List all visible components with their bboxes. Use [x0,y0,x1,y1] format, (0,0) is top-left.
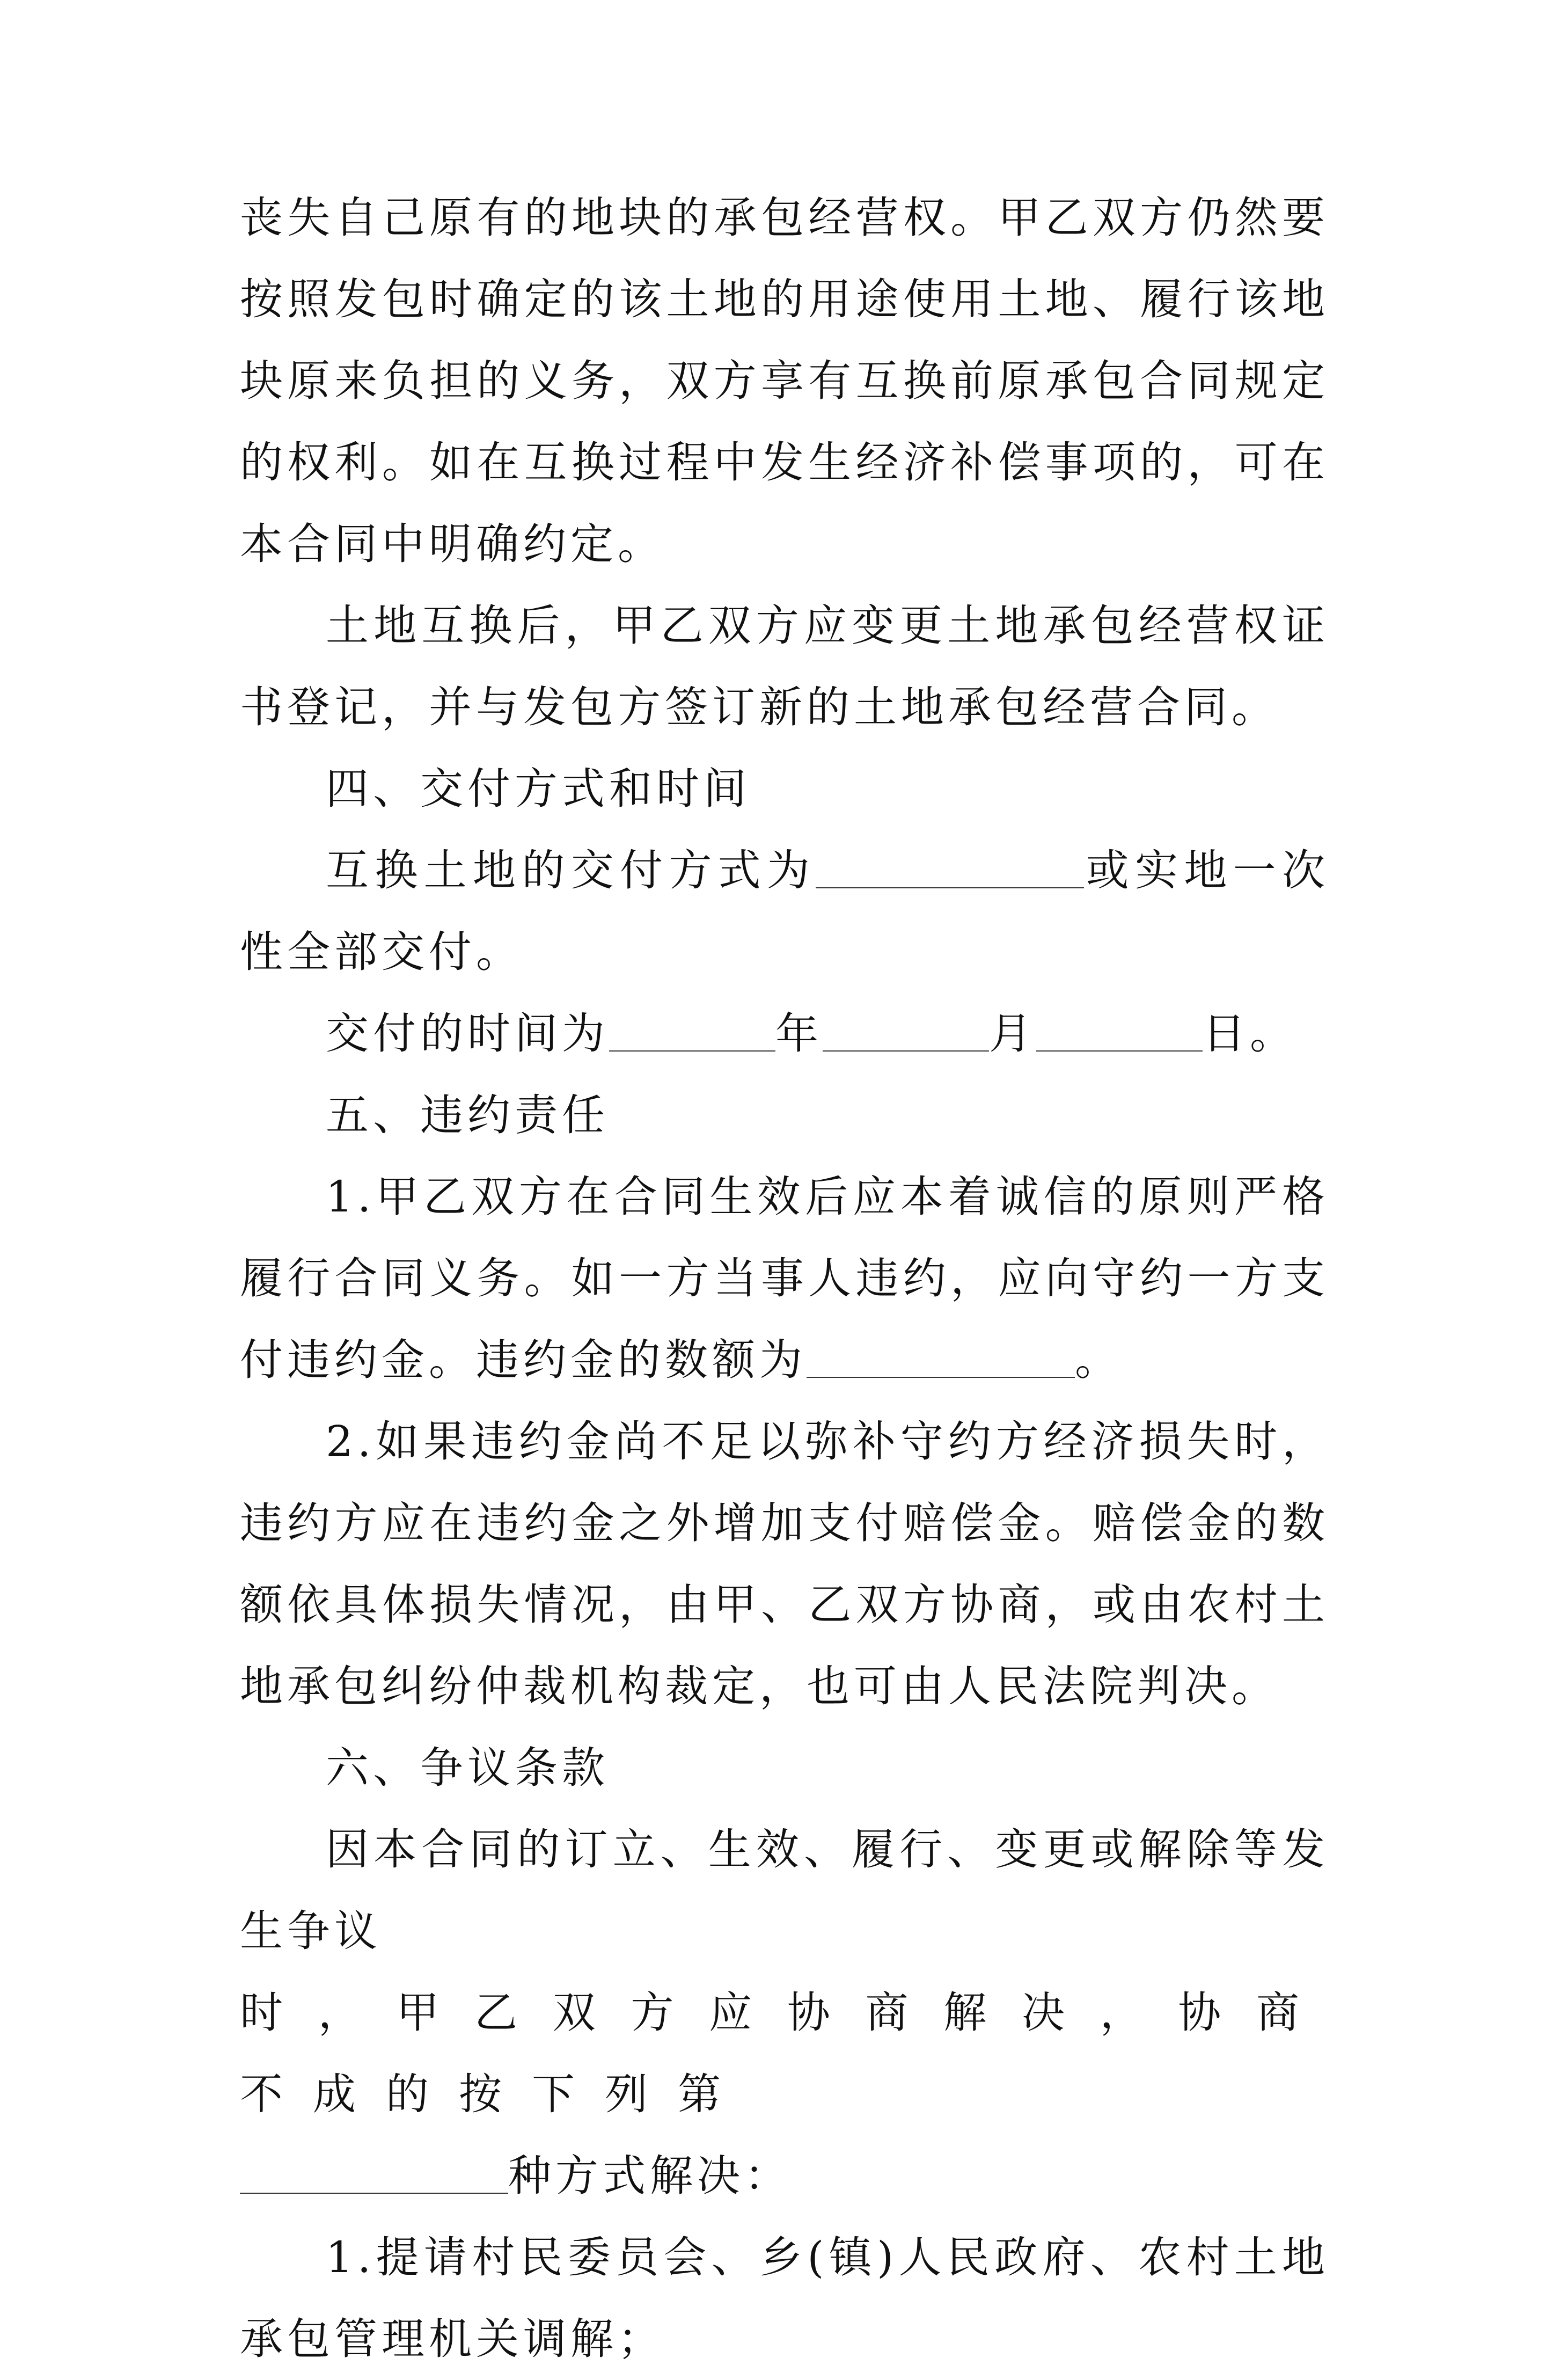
paragraph-delivery-method [240,830,1329,993]
delivery-method-text: 互换土地的交付方式为 [326,845,816,895]
dispute-method-blank [240,2155,508,2194]
heading-delivery: 四、交付方式和时间 [326,764,751,814]
day-blank [1036,1013,1203,1052]
delivery-method-rest: 或实地一次性全部交付。 [240,845,1330,977]
dispute-method-text: 种方式解决： [508,2151,792,2201]
heading-breach: 五、违约责任 [326,1090,609,1140]
paragraph-dispute-line1: 因本合同的订立、生效、履行、变更或解除等发生争议 [240,1824,1329,1956]
month-blank [823,1013,989,1052]
paragraph-mediation: 1.提请村民委员会、乡(镇)人民政府、农村土地承包管理机关调解； [240,2232,1329,2364]
paragraph-dispute-line3 [240,2135,1329,2217]
document-page [240,177,1329,2380]
delivery-date-text: 交付的时间为 [326,1009,609,1058]
penalty-text: 1.甲乙双方在合同生效后应本着诚信的原则严格履行合同义务。如一方当事人违约，应向守约一方支付违约金。违约金的数额为 [240,1172,1329,1385]
paragraph-certificate-change: 土地互换后，甲乙双方应变更土地承包经营权证书登记，并与发包方签订新的土地承包经营合同。 [240,601,1329,732]
paragraph-dispute-line2: 时，甲乙双方应协商解决，协商不成的按下列第 [240,1988,1329,2119]
penalty-end: 。 [1075,1335,1122,1385]
paragraph-exchange-rights: 丧失自己原有的地块的承包经营权。甲乙双方仍然要按照发包时确定的该土地的用途使用土地、履行该地块原来负担的义务，双方享有互换前原承包合同规定的权利。如在互换过程中发生经济补偿事项的，可在本合同中明确约定。 [240,193,1329,569]
month-label: 月 [989,1009,1036,1058]
year-label: 年 [775,1009,823,1058]
paragraph-delivery-date [240,993,1329,1075]
heading-dispute: 六、争议条款 [326,1743,609,1793]
paragraph-penalty [240,1156,1329,1401]
delivery-method-blank [816,850,1084,888]
year-blank [609,1013,775,1052]
day-label: 日。 [1203,1009,1297,1058]
paragraph-compensation: 2.如果违约金尚不足以弥补守约方经济损失时，违约方应在违约金之外增加支付赔偿金。赔偿金的数额依具体损失情况，由甲、乙双方协商，或由农村土地承包纠纷仲裁机构裁定，也可由人民法院判决。 [240,1417,1329,1711]
penalty-amount-blank [807,1339,1075,1378]
